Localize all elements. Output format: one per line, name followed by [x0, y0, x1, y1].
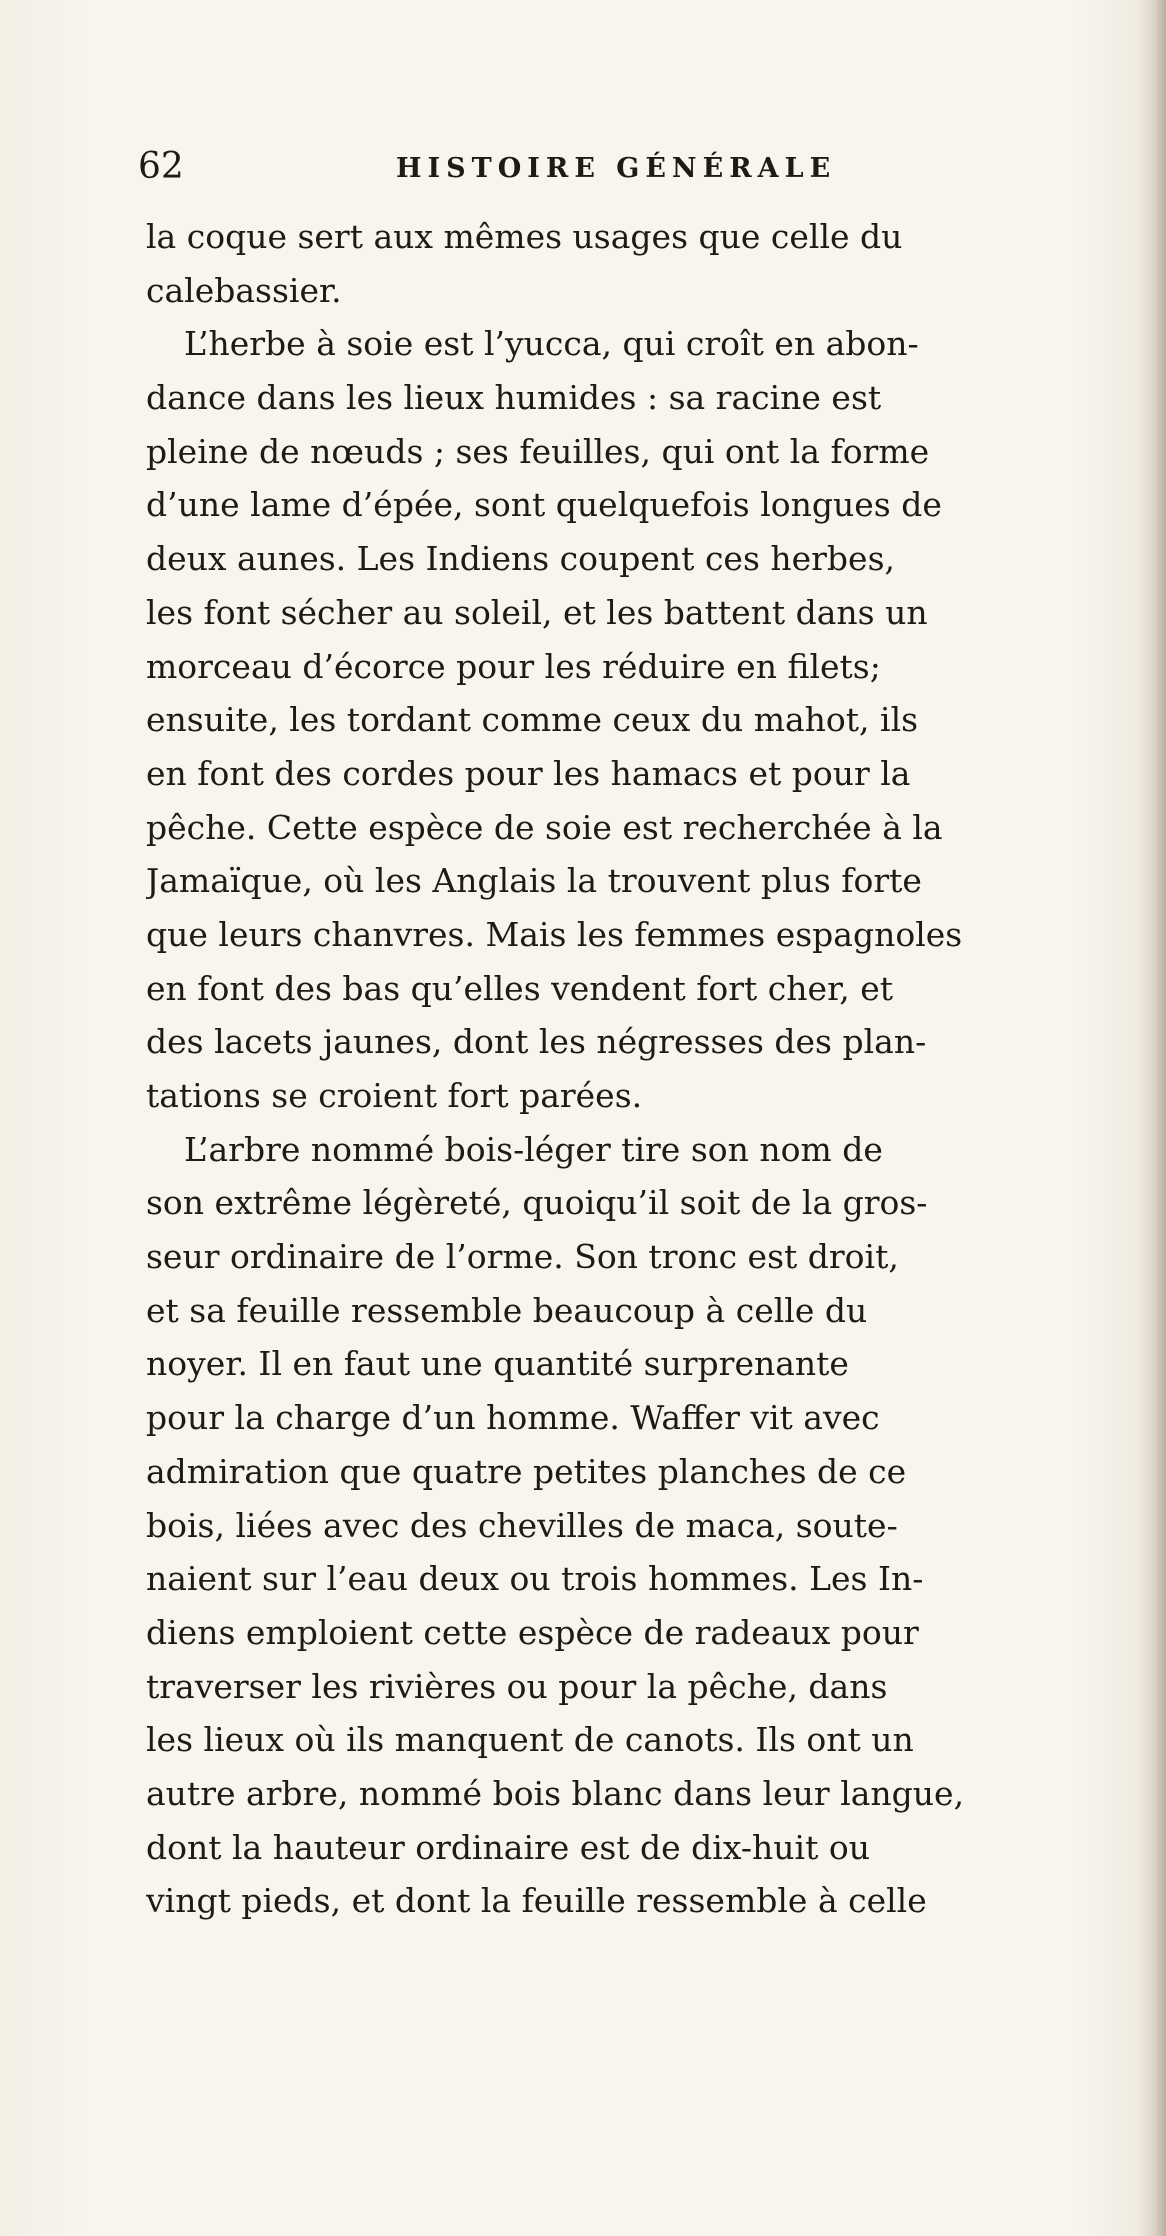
running-title: HISTOIRE GÉNÉRALE	[396, 153, 837, 184]
text-line: autre arbre, nommé bois blanc dans leur langue,	[146, 1773, 965, 1813]
page-number: 62	[138, 146, 184, 187]
text-line: en font des cordes pour les hamacs et pour la	[146, 753, 911, 793]
text-line: admiration que quatre petites planches de ce	[146, 1451, 907, 1491]
body-text	[146, 210, 1146, 1928]
text-line: seur ordinaire de l’orme. Son tronc est droit,	[146, 1237, 899, 1277]
text-line: pêche. Cette espèce de soie est recherchée à la	[146, 807, 943, 847]
text-line: dont la hauteur ordinaire est de dix-huit ou	[146, 1827, 870, 1867]
text-line: et sa feuille ressemble beaucoup à celle du	[146, 1290, 868, 1330]
text-line: dance dans les lieux humides : sa racine est	[146, 378, 882, 418]
page-header	[138, 143, 1078, 193]
text-line: Jamaïque, où les Anglais la trouvent plus forte	[146, 861, 922, 901]
text-line: vingt pieds, et dont la feuille ressemble à celle	[146, 1881, 927, 1921]
text-line: calebassier.	[146, 270, 342, 310]
text-line: pleine de nœuds ; ses feuilles, qui ont la forme	[146, 431, 930, 471]
text-line: noyer. Il en faut une quantité surprenante	[146, 1344, 849, 1384]
text-line: son extrême légèreté, quoiqu’il soit de la gros-	[146, 1183, 928, 1223]
text-line: que leurs chanvres. Mais les femmes espagnoles	[146, 914, 963, 954]
text-line: traverser les rivières ou pour la pêche, dans	[146, 1666, 888, 1706]
text-line: naient sur l’eau deux ou trois hommes. Les In-	[146, 1559, 924, 1599]
text-line: morceau d’écorce pour les réduire en filets;	[146, 646, 881, 686]
text-line: pour la charge d’un homme. Waffer vit avec	[146, 1398, 880, 1438]
text-line: deux aunes. Les Indiens coupent ces herbes,	[146, 539, 896, 579]
text-line: tations se croient fort parées.	[146, 1076, 643, 1115]
text-line: la coque sert aux mêmes usages que celle du	[146, 217, 903, 256]
text-line: d’une lame d’épée, sont quelquefois longues de	[146, 485, 942, 525]
text-line: ensuite, les tordant comme ceux du mahot, ils	[146, 700, 919, 740]
text-line: diens emploient cette espèce de radeaux pour	[146, 1612, 919, 1652]
text-line: les font sécher au soleil, et les battent dans un	[146, 592, 928, 632]
text-line: bois, liées avec des chevilles de maca, soute-	[146, 1505, 898, 1545]
text-line: en font des bas qu’elles vendent fort cher, et	[146, 968, 893, 1008]
text-line: les lieux où ils manquent de canots. Ils ont un	[146, 1720, 914, 1760]
text-line: L’arbre nommé bois-léger tire son nom de	[184, 1129, 883, 1169]
text-line: des lacets jaunes, dont les négresses des plan-	[146, 1022, 927, 1062]
text-line: L’herbe à soie est l’yucca, qui croît en abon-	[184, 324, 919, 364]
